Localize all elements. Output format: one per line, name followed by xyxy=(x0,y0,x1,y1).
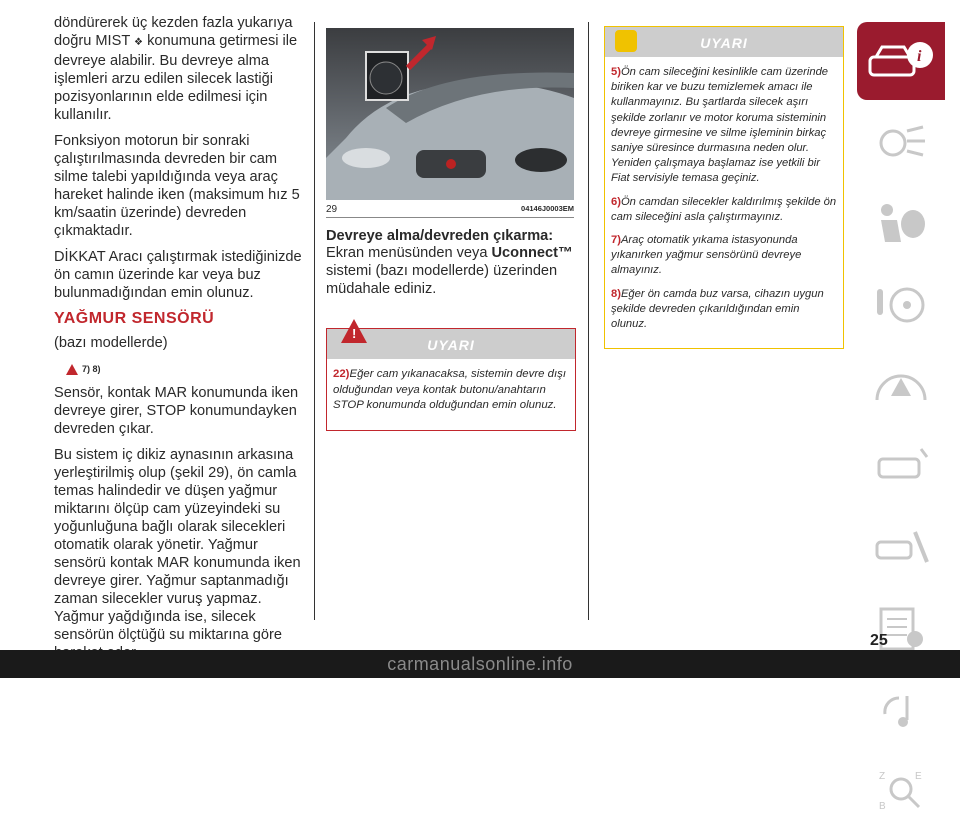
paragraph xyxy=(326,244,576,298)
warning-header xyxy=(327,326,575,359)
caution-text: Eğer ön camda buz varsa, cihazın uygun şekilde devreden çıkarıldığından emin olunuz. xyxy=(611,287,824,331)
paragraph: Fonksiyon motorun bir sonraki çalıştırılmasında devreden bir cam silme talebi yapıldığında veya araç hareket halinde iken (maksimum hız 5 km/saatin üzerinde) devreden çıkmaktadır. xyxy=(54,133,300,239)
page-number: 25 xyxy=(870,632,888,649)
caution-number: 6) xyxy=(611,195,621,208)
column-divider xyxy=(314,22,315,620)
caution-item xyxy=(611,65,837,187)
text: döndürerek üç kezden fazla yukarıya doğru MIST xyxy=(54,15,293,49)
warning-title: UYARI xyxy=(427,337,475,353)
warning-box xyxy=(326,328,576,431)
paragraph: Bu sistem iç dikiz aynasının arkasına yerleştirilmiş olup (şekil 29), ön camla temas halindedir ve düşen yağmur miktarını ölçüp cam yüzeyindeki su yoğunluğuna bağlı olarak silecekleri otomatik olarak yönetir. Yağmur sensörü kontak MAR konumunda iken devreye girer. Yağmur saptanmadığı zaman silecekler vuruş yapmaz. Yağmur yağdığında ise, silecek sensörün ölçtüğü su miktarına göre xyxy=(54,447,301,643)
tab-warning-lights[interactable] xyxy=(857,346,945,424)
car-wrench-icon xyxy=(871,522,931,572)
car-illustration xyxy=(326,28,574,200)
warning-reference xyxy=(66,360,304,378)
tab-index[interactable] xyxy=(857,751,945,829)
warning-text: Eğer cam yıkanacaksa, sistemin devre dışı olduğundan veya kontak butonu/anahtarın STOP konumunda olduğundan emin olunuz. xyxy=(333,368,566,411)
caution-item xyxy=(611,233,837,279)
paragraph: Sensör, kontak MAR konumunda iken devreye girer, STOP konumundayken devreden çıkar. xyxy=(54,385,299,437)
section-heading: YAĞMUR SENSÖRÜ xyxy=(54,310,215,327)
warning-item xyxy=(333,367,569,414)
paragraph: DİKKAT Aracı çalıştırmak istediğinizde ön camın üzerinde kar veya buz bulunmadığından emin olunuz. xyxy=(54,249,302,301)
subsection-heading: Devreye alma/devreden çıkarma: xyxy=(326,228,554,244)
caution-header xyxy=(605,27,843,57)
caution-text: Ön cam sileceğini kesinlikle cam üzerinde biriken kar ve buzu temizlemek amacı ile kullanmayınız. Bu şartlarda silecek aşırı şekilde zorlanır ve motor koruma sisteminin devreye girmesine ve silme işleminin birkaç saniye süresince durmasına neden olur. Yeniden çalışmaya başlamaz ise yetkili bir Fiat servisiyle temasa geçiniz. xyxy=(611,66,829,185)
paragraph xyxy=(54,14,304,124)
middle-column xyxy=(326,28,576,431)
text: Ekran menüsünden veya xyxy=(326,245,488,261)
svg-text:E: E xyxy=(915,771,922,782)
car-figure xyxy=(326,28,574,200)
caution-item xyxy=(611,287,837,333)
tab-starting-driving[interactable] xyxy=(857,265,945,343)
tab-safety[interactable] xyxy=(857,184,945,262)
lights-icon xyxy=(871,117,931,167)
caution-text: Araç otomatik yıkama istasyonunda yıkanırken yağmur sensörünü devreye almayınız. xyxy=(611,234,802,277)
caution-text: Ön camdan silecekler kaldırılmış şekilde ön cam sileceğini asla çalıştırmayınız. xyxy=(611,195,837,223)
uconnect-label: Uconnect™ xyxy=(491,245,573,261)
svg-text:B: B xyxy=(879,801,886,812)
figure-code: 04146J0003EM xyxy=(521,204,574,213)
tab-lights[interactable] xyxy=(857,103,945,181)
watermark: carmanualsonline.info xyxy=(0,650,960,678)
left-column xyxy=(54,14,304,670)
svg-text:Z: Z xyxy=(879,771,886,782)
warning-triangle-icon: ! xyxy=(341,319,367,343)
steering-wheel-icon xyxy=(871,279,931,329)
airbag-icon xyxy=(871,198,931,248)
caution-number: 7) xyxy=(611,234,621,247)
alphabet-index-icon xyxy=(871,765,931,815)
warning-number: 22) xyxy=(333,368,350,380)
column-divider xyxy=(588,22,589,620)
svg-text:i: i xyxy=(917,48,922,65)
dashboard-warning-icon xyxy=(871,360,931,410)
caution-item xyxy=(611,195,837,225)
caution-box xyxy=(604,26,844,349)
text: konumuna getirmesi ile devreye alabilir. Bu devreye alma işlemleri arzu edilen silecek lastiği pozisyonlarının elde edilmesi için kullanılır. xyxy=(54,33,298,123)
chapter-sidebar xyxy=(857,22,945,832)
car-emergency-icon xyxy=(871,441,931,491)
mist-icon: ❖ xyxy=(134,37,144,48)
caution-body xyxy=(605,57,843,348)
reference-numbers: 7) 8) xyxy=(82,364,101,374)
tab-car-info[interactable] xyxy=(857,22,945,100)
figure-caption xyxy=(326,204,574,218)
warning-body xyxy=(327,359,575,430)
caution-number: 5) xyxy=(611,66,621,78)
caution-number: 8) xyxy=(611,287,621,300)
tab-maintenance[interactable] xyxy=(857,508,945,586)
figure-number: 29 xyxy=(326,204,338,215)
tab-multimedia[interactable] xyxy=(857,670,945,748)
text: sistemi (bazı modellerde) üzerinden müdahale ediniz. xyxy=(326,263,558,297)
music-note-icon xyxy=(871,684,931,734)
subheading: (bazı modellerde) xyxy=(54,335,168,351)
car-info-icon xyxy=(866,37,936,85)
tab-emergency[interactable] xyxy=(857,427,945,505)
warning-triangle-icon xyxy=(66,364,78,375)
caution-title: UYARI xyxy=(700,35,748,51)
